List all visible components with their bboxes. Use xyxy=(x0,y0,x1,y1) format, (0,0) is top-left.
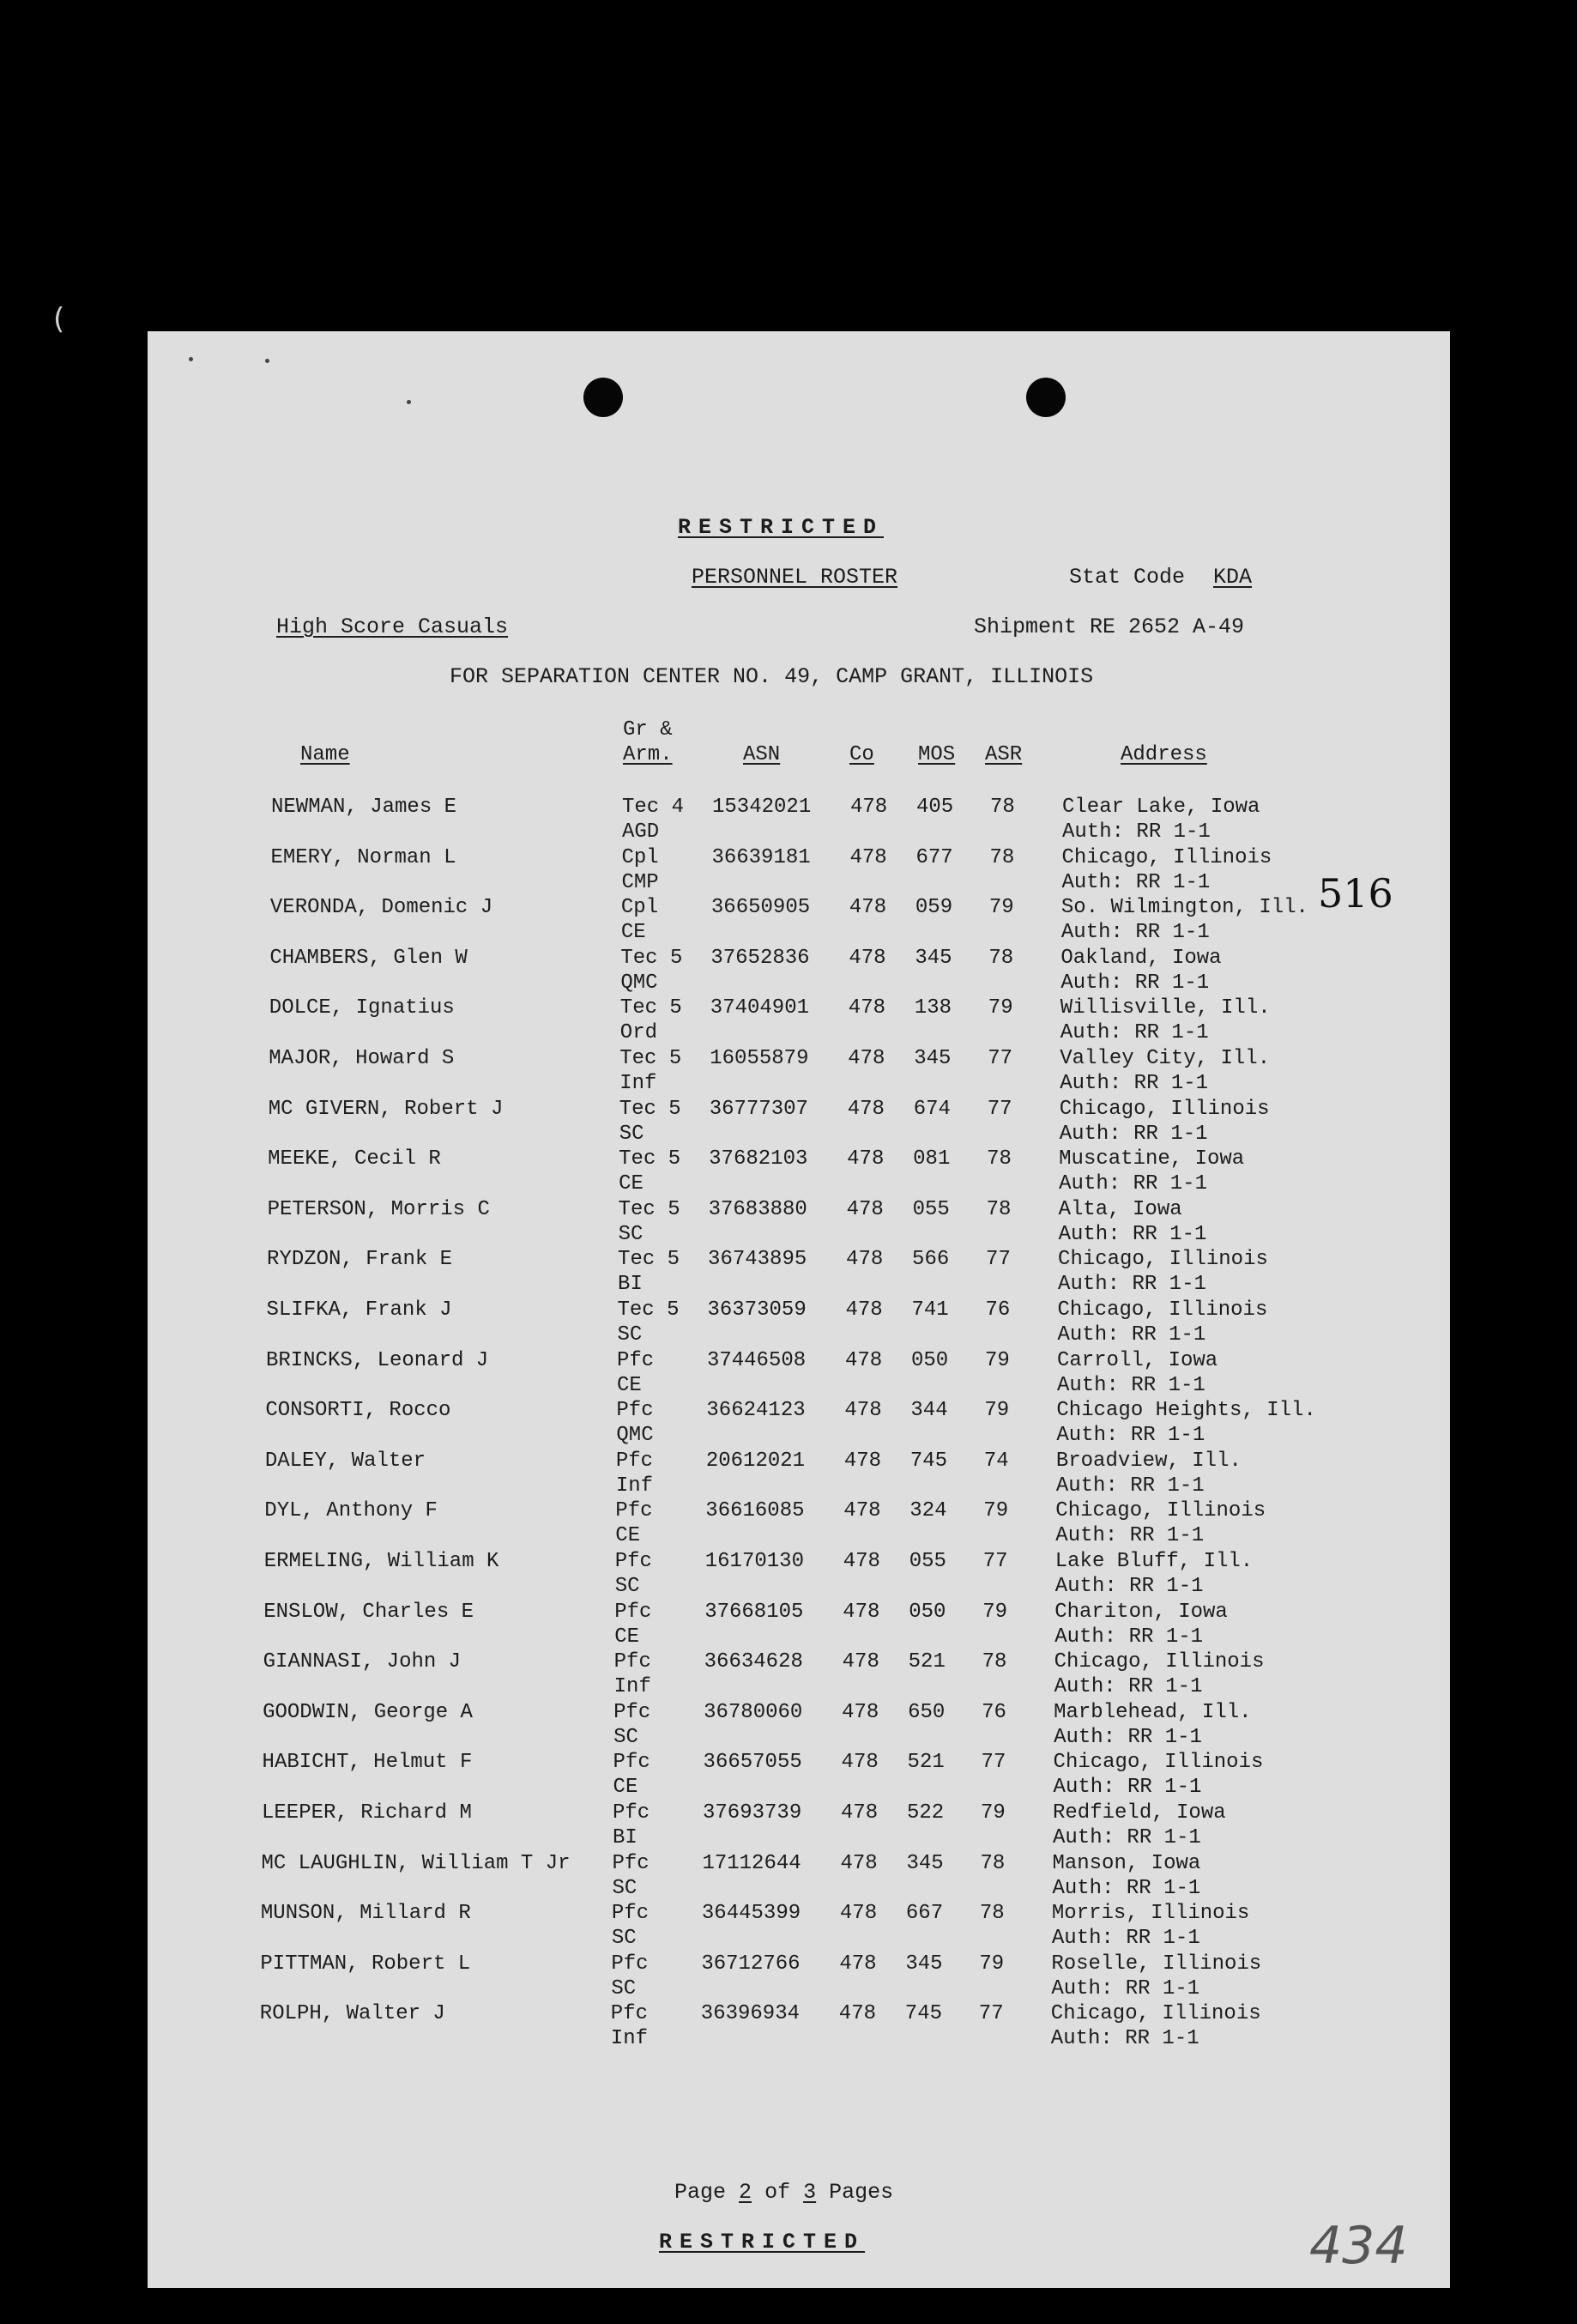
row-grade: Pfc xyxy=(611,1902,650,1926)
row-arm: SC xyxy=(617,1323,643,1347)
row-asr: 79 xyxy=(988,896,1014,920)
row-name: MUNSON, Millard R xyxy=(260,1902,471,1926)
table-row xyxy=(144,1147,1447,1196)
page-indicator xyxy=(674,2180,893,2206)
row-grade: Pfc xyxy=(610,2002,649,2026)
row-asn: 36634628 xyxy=(704,1650,803,1674)
row-grade: Pfc xyxy=(615,1499,653,1523)
row-grade: Pfc xyxy=(613,1700,651,1724)
row-grade: Pfc xyxy=(612,1851,650,1875)
row-authority: Auth: RR 1-1 xyxy=(1050,2027,1199,2051)
table-row xyxy=(148,795,1450,844)
row-asr: 77 xyxy=(988,1047,1013,1070)
row-address: Chicago, Illinois xyxy=(1054,1650,1265,1674)
row-asr: 77 xyxy=(978,2002,1004,2026)
column-header-address: Address xyxy=(1121,743,1207,766)
table-row xyxy=(145,1097,1447,1147)
row-address: Chariton, Iowa xyxy=(1054,1600,1228,1624)
row-name: MC LAUGHLIN, William T Jr xyxy=(261,1851,571,1875)
row-address: Redfield, Iowa xyxy=(1053,1801,1226,1825)
column-header-asn: ASN xyxy=(743,743,781,766)
table-row xyxy=(141,1549,1443,1599)
table-row xyxy=(142,1398,1444,1448)
row-company: 478 xyxy=(842,1650,879,1674)
row-company: 478 xyxy=(849,845,887,869)
row-authority: Auth: RR 1-1 xyxy=(1056,1373,1205,1397)
column-header-name: Name xyxy=(300,743,350,766)
page-of-label: of xyxy=(764,2180,791,2205)
row-authority: Auth: RR 1-1 xyxy=(1051,1927,1200,1951)
row-arm: CMP xyxy=(621,870,659,894)
table-row xyxy=(142,1348,1445,1398)
row-company: 478 xyxy=(841,1751,879,1775)
row-arm: CE xyxy=(620,921,646,945)
row-authority: Auth: RR 1-1 xyxy=(1059,1122,1208,1146)
table-row xyxy=(138,1800,1441,1850)
row-name: CONSORTI, Rocco xyxy=(265,1399,451,1423)
row-asn: 36712766 xyxy=(701,1952,801,1976)
row-asn: 36650905 xyxy=(710,896,811,920)
handwritten-page-number: 434 xyxy=(1309,2216,1408,2276)
row-name: MC GIVERN, Robert J xyxy=(268,1097,504,1121)
roster-title: PERSONNEL ROSTER xyxy=(692,565,898,590)
row-address: Clear Lake, Iowa xyxy=(1062,796,1260,819)
row-company: 478 xyxy=(847,1097,885,1121)
punch-hole-left xyxy=(583,378,623,417)
row-asn: 36445399 xyxy=(701,1902,801,1926)
row-company: 478 xyxy=(843,1600,880,1624)
row-mos: 522 xyxy=(907,1801,945,1825)
column-header-grade-arm-line2: Arm. xyxy=(623,743,673,766)
row-arm: Inf xyxy=(613,1675,651,1699)
table-row xyxy=(137,1901,1440,1951)
row-asn: 37668105 xyxy=(704,1600,804,1624)
row-authority: Auth: RR 1-1 xyxy=(1055,1524,1205,1548)
row-name: ERMELING, William K xyxy=(263,1550,499,1573)
row-authority: Auth: RR 1-1 xyxy=(1052,1876,1201,1900)
row-address: Morris, Illinois xyxy=(1051,1902,1250,1926)
row-asn: 36373059 xyxy=(707,1298,807,1322)
row-name: ROLPH, Walter J xyxy=(259,2002,445,2026)
row-authority: Auth: RR 1-1 xyxy=(1057,1323,1206,1347)
row-arm: CE xyxy=(613,1776,638,1800)
row-name: LEEPER, Richard M xyxy=(262,1801,472,1825)
row-address: Oakland, Iowa xyxy=(1060,946,1222,970)
restricted-header: RESTRICTED xyxy=(678,515,885,540)
row-address: Chicago, Illinois xyxy=(1050,2002,1261,2026)
row-authority: Auth: RR 1-1 xyxy=(1060,1072,1209,1095)
restricted-footer: RESTRICTED xyxy=(659,2230,866,2254)
stat-code-value: KDA xyxy=(1213,565,1253,590)
row-authority: Auth: RR 1-1 xyxy=(1054,1625,1204,1649)
row-asn: 36780060 xyxy=(704,1700,803,1724)
row-name: DYL, Anthony F xyxy=(264,1499,438,1523)
row-name: GOODWIN, George A xyxy=(263,1700,473,1724)
row-address: Lake Bluff, Ill. xyxy=(1054,1550,1254,1573)
row-authority: Auth: RR 1-1 xyxy=(1051,1976,1200,2000)
row-mos: 055 xyxy=(909,1550,946,1573)
row-grade: Tec 5 xyxy=(619,996,682,1020)
row-address: Muscatine, Iowa xyxy=(1059,1147,1245,1171)
row-asn: 36657055 xyxy=(703,1751,802,1775)
row-address: Willisville, Ill. xyxy=(1060,996,1271,1020)
row-asn: 37682103 xyxy=(709,1147,808,1171)
row-grade: Cpl xyxy=(621,845,659,869)
row-asr: 79 xyxy=(984,1348,1010,1372)
row-arm: QMC xyxy=(620,971,658,995)
table-row xyxy=(139,1700,1441,1750)
row-mos: 324 xyxy=(909,1499,947,1523)
row-authority: Auth: RR 1-1 xyxy=(1056,1424,1205,1448)
row-name: DOLCE, Ignatius xyxy=(269,996,455,1020)
row-company: 478 xyxy=(839,1952,877,1976)
row-grade: Tec 5 xyxy=(618,1248,680,1272)
row-authority: Auth: RR 1-1 xyxy=(1055,1474,1205,1498)
table-row xyxy=(139,1750,1441,1800)
row-asn: 36639181 xyxy=(711,845,811,869)
row-name: BRINCKS, Leonard J xyxy=(265,1348,489,1372)
row-mos: 059 xyxy=(915,896,953,920)
row-arm: Inf xyxy=(610,2027,649,2051)
row-address: Chicago, Illinois xyxy=(1057,1298,1268,1322)
row-mos: 566 xyxy=(912,1248,950,1272)
row-authority: Auth: RR 1-1 xyxy=(1058,1273,1206,1297)
row-authority: Auth: RR 1-1 xyxy=(1054,1575,1204,1598)
row-name: EMERY, Norman L xyxy=(270,845,456,869)
row-asr: 79 xyxy=(984,1399,1010,1423)
row-arm: CE xyxy=(614,1625,640,1649)
row-authority: Auth: RR 1-1 xyxy=(1059,1172,1207,1196)
stamped-number: 516 xyxy=(1318,870,1393,917)
row-company: 478 xyxy=(843,1449,882,1473)
row-address: So. Wilmington, Ill. xyxy=(1060,896,1308,920)
row-name: NEWMAN, James E xyxy=(271,796,457,819)
row-asn: 16055879 xyxy=(710,1047,809,1070)
row-arm: CE xyxy=(615,1524,641,1548)
row-authority: Auth: RR 1-1 xyxy=(1060,921,1210,945)
row-asn: 36396934 xyxy=(700,2002,801,2026)
row-arm: QMC xyxy=(616,1424,654,1448)
row-mos: 138 xyxy=(914,996,952,1020)
row-asn: 20612021 xyxy=(705,1449,806,1473)
table-row xyxy=(137,1851,1440,1901)
row-address: Chicago, Illinois xyxy=(1059,1097,1270,1121)
column-header-mos: MOS xyxy=(918,743,956,766)
row-authority: Auth: RR 1-1 xyxy=(1061,870,1211,894)
row-company: 478 xyxy=(841,1801,879,1825)
table-row xyxy=(142,1449,1444,1498)
speck xyxy=(189,357,193,361)
row-grade: Cpl xyxy=(620,896,659,920)
table-row xyxy=(146,996,1448,1045)
row-address: Chicago, Illinois xyxy=(1061,845,1272,869)
table-row xyxy=(136,1952,1439,2001)
row-company: 478 xyxy=(843,1550,880,1573)
column-header-co: Co xyxy=(849,743,874,766)
table-row xyxy=(145,1046,1447,1096)
row-arm: SC xyxy=(611,1927,637,1951)
speck xyxy=(407,400,411,404)
row-arm: CE xyxy=(619,1172,643,1196)
row-asr: 78 xyxy=(986,1197,1012,1221)
group-name: High Score Casuals xyxy=(276,614,509,639)
table-row xyxy=(144,1197,1447,1247)
row-grade: Pfc xyxy=(616,1399,654,1423)
row-asn: 17112644 xyxy=(702,1851,801,1875)
row-authority: Auth: RR 1-1 xyxy=(1062,820,1211,844)
row-address: Chicago, Illinois xyxy=(1053,1751,1264,1775)
row-grade: Tec 5 xyxy=(619,1047,682,1070)
row-asn: 37683880 xyxy=(708,1197,807,1221)
row-grade: Tec 5 xyxy=(617,1298,680,1322)
row-address: Carroll, Iowa xyxy=(1056,1348,1218,1372)
row-asn: 36616085 xyxy=(705,1499,805,1523)
page-label: Page xyxy=(674,2180,727,2205)
row-arm: Inf xyxy=(615,1474,654,1498)
row-asr: 77 xyxy=(987,1097,1012,1121)
row-authority: Auth: RR 1-1 xyxy=(1053,1826,1201,1849)
row-arm: Inf xyxy=(619,1072,657,1095)
row-asn: 36743895 xyxy=(708,1248,807,1272)
row-address: Manson, Iowa xyxy=(1052,1851,1201,1875)
row-name: PITTMAN, Robert L xyxy=(260,1952,471,1976)
row-company: 478 xyxy=(844,1399,882,1423)
pages-label: Pages xyxy=(829,2180,894,2205)
speck xyxy=(265,359,269,363)
page-current: 2 xyxy=(739,2180,752,2205)
row-asn: 37446508 xyxy=(706,1348,807,1372)
row-address: Marblehead, Ill. xyxy=(1054,1700,1252,1724)
row-name: ENSLOW, Charles E xyxy=(263,1600,474,1624)
row-name: SLIFKA, Frank J xyxy=(266,1298,452,1322)
row-mos: 650 xyxy=(908,1700,946,1724)
row-asr: 78 xyxy=(990,796,1015,819)
row-mos: 050 xyxy=(909,1600,946,1624)
row-asr: 79 xyxy=(983,1499,1009,1523)
row-name: VERONDA, Domenic J xyxy=(269,896,493,920)
row-name: MAJOR, Howard S xyxy=(269,1047,455,1070)
row-arm: SC xyxy=(614,1575,640,1598)
row-grade: Tec 5 xyxy=(619,1097,681,1121)
row-company: 478 xyxy=(839,1902,878,1926)
row-name: PETERSON, Morris C xyxy=(267,1197,490,1221)
row-asr: 78 xyxy=(982,1650,1007,1674)
row-asn: 16170130 xyxy=(704,1550,804,1573)
row-name: MEEKE, Cecil R xyxy=(268,1147,441,1171)
column-header-asr: ASR xyxy=(985,743,1023,766)
row-authority: Auth: RR 1-1 xyxy=(1054,1725,1202,1749)
row-grade: Tec 5 xyxy=(619,1147,681,1171)
row-asr: 76 xyxy=(982,1700,1006,1724)
table-row xyxy=(140,1649,1442,1699)
table-row xyxy=(147,845,1449,895)
row-grade: Tec 5 xyxy=(618,1197,680,1221)
row-arm: BI xyxy=(618,1273,643,1297)
row-asr: 77 xyxy=(986,1248,1011,1272)
row-address: Chicago, Illinois xyxy=(1055,1499,1266,1523)
row-address: Roselle, Illinois xyxy=(1051,1952,1262,1976)
row-company: 478 xyxy=(848,1047,885,1070)
row-company: 478 xyxy=(849,896,887,920)
page-total: 3 xyxy=(803,2180,817,2205)
table-row xyxy=(146,946,1448,996)
row-mos: 667 xyxy=(905,1902,944,1926)
row-asr: 78 xyxy=(989,845,1015,869)
row-mos: 345 xyxy=(914,1047,952,1070)
punch-hole-right xyxy=(1026,378,1066,417)
row-authority: Auth: RR 1-1 xyxy=(1053,1776,1202,1800)
row-mos: 081 xyxy=(913,1147,951,1171)
row-address: Broadview, Ill. xyxy=(1055,1449,1242,1473)
row-grade: Pfc xyxy=(614,1550,652,1573)
row-grade: Tec 4 xyxy=(622,796,685,819)
row-grade: Tec 5 xyxy=(620,946,683,970)
row-mos: 345 xyxy=(905,1952,943,1976)
row-name: DALEY, Walter xyxy=(264,1449,426,1473)
row-asr: 78 xyxy=(979,1902,1005,1926)
table-row xyxy=(141,1498,1443,1548)
row-company: 478 xyxy=(846,1248,884,1272)
row-mos: 055 xyxy=(912,1197,950,1221)
row-grade: Pfc xyxy=(613,1801,650,1825)
row-name: GIANNASI, John J xyxy=(263,1650,462,1674)
row-company: 478 xyxy=(846,1197,884,1221)
row-asn: 37693739 xyxy=(703,1801,802,1825)
row-mos: 521 xyxy=(907,1751,945,1775)
roster-page xyxy=(148,331,1450,2288)
row-grade: Pfc xyxy=(611,1952,649,1976)
row-authority: Auth: RR 1-1 xyxy=(1060,1021,1209,1045)
row-grade: Pfc xyxy=(615,1449,654,1473)
row-asr: 77 xyxy=(981,1751,1006,1775)
row-mos: 405 xyxy=(916,796,954,819)
row-company: 478 xyxy=(849,946,886,970)
row-asr: 79 xyxy=(981,1801,1006,1825)
row-mos: 050 xyxy=(910,1348,949,1372)
row-grade: Pfc xyxy=(613,1751,650,1775)
row-asn: 37404901 xyxy=(710,996,810,1020)
row-arm: AGD xyxy=(622,820,660,844)
row-company: 478 xyxy=(840,1851,878,1875)
row-company: 478 xyxy=(848,996,886,1020)
row-authority: Auth: RR 1-1 xyxy=(1060,971,1210,995)
row-asn: 36624123 xyxy=(706,1399,806,1423)
row-asr: 79 xyxy=(982,1600,1008,1624)
row-company: 478 xyxy=(850,796,888,819)
row-arm: CE xyxy=(616,1373,642,1397)
row-mos: 745 xyxy=(909,1449,948,1473)
table-row xyxy=(143,1298,1446,1347)
row-mos: 741 xyxy=(911,1298,949,1322)
row-address: Alta, Iowa xyxy=(1058,1197,1182,1221)
row-name: HABICHT, Helmut F xyxy=(262,1751,473,1775)
table-row xyxy=(136,2001,1439,2051)
row-company: 478 xyxy=(845,1298,883,1322)
row-grade: Pfc xyxy=(616,1348,655,1372)
scan-edge-mark: ( xyxy=(53,302,65,336)
row-name: RYDZON, Frank E xyxy=(267,1248,453,1272)
row-mos: 521 xyxy=(908,1650,946,1674)
row-asr: 78 xyxy=(980,1851,1006,1875)
row-arm: SC xyxy=(613,1725,638,1749)
row-asn: 37652836 xyxy=(710,946,810,970)
row-arm: SC xyxy=(618,1222,643,1246)
row-mos: 345 xyxy=(906,1851,944,1875)
row-grade: Pfc xyxy=(613,1650,651,1674)
row-arm: BI xyxy=(613,1826,637,1849)
row-arm: SC xyxy=(611,1976,637,2000)
stat-code-label: Stat Code xyxy=(1069,565,1186,590)
row-asr: 74 xyxy=(983,1449,1009,1473)
row-name: CHAMBERS, Glen W xyxy=(269,946,468,970)
row-address: Chicago Heights, Ill. xyxy=(1056,1399,1316,1423)
row-address: Chicago, Illinois xyxy=(1058,1248,1268,1272)
row-company: 478 xyxy=(843,1499,881,1523)
row-arm: SC xyxy=(619,1122,644,1146)
row-asr: 77 xyxy=(982,1550,1008,1573)
row-company: 478 xyxy=(844,1348,883,1372)
row-address: Valley City, Ill. xyxy=(1060,1047,1271,1070)
table-row xyxy=(143,1247,1446,1297)
table-row xyxy=(140,1600,1442,1649)
destination-line: FOR SEPARATION CENTER NO. 49, CAMP GRANT, ILLINOIS xyxy=(450,664,1094,689)
row-mos: 745 xyxy=(904,2002,943,2026)
row-asr: 79 xyxy=(979,1952,1005,1976)
row-company: 478 xyxy=(842,1700,879,1724)
row-authority: Auth: RR 1-1 xyxy=(1058,1222,1207,1246)
row-arm: SC xyxy=(612,1876,637,1900)
row-grade: Pfc xyxy=(614,1600,652,1624)
row-asr: 79 xyxy=(988,996,1013,1020)
row-mos: 677 xyxy=(915,845,953,869)
row-mos: 674 xyxy=(913,1097,951,1121)
row-asr: 78 xyxy=(988,946,1014,970)
row-authority: Auth: RR 1-1 xyxy=(1054,1675,1203,1699)
row-company: 478 xyxy=(838,2002,877,2026)
row-asr: 78 xyxy=(987,1147,1012,1171)
row-mos: 345 xyxy=(915,946,952,970)
column-header-grade-arm-line1: Gr & xyxy=(623,718,673,741)
table-row xyxy=(147,895,1449,945)
row-arm: Ord xyxy=(619,1021,658,1045)
row-asn: 15342021 xyxy=(712,796,812,819)
shipment-number: Shipment RE 2652 A-49 xyxy=(974,614,1245,639)
row-asn: 36777307 xyxy=(709,1097,808,1121)
row-company: 478 xyxy=(847,1147,885,1171)
row-mos: 344 xyxy=(910,1399,948,1423)
row-asr: 76 xyxy=(985,1298,1011,1322)
